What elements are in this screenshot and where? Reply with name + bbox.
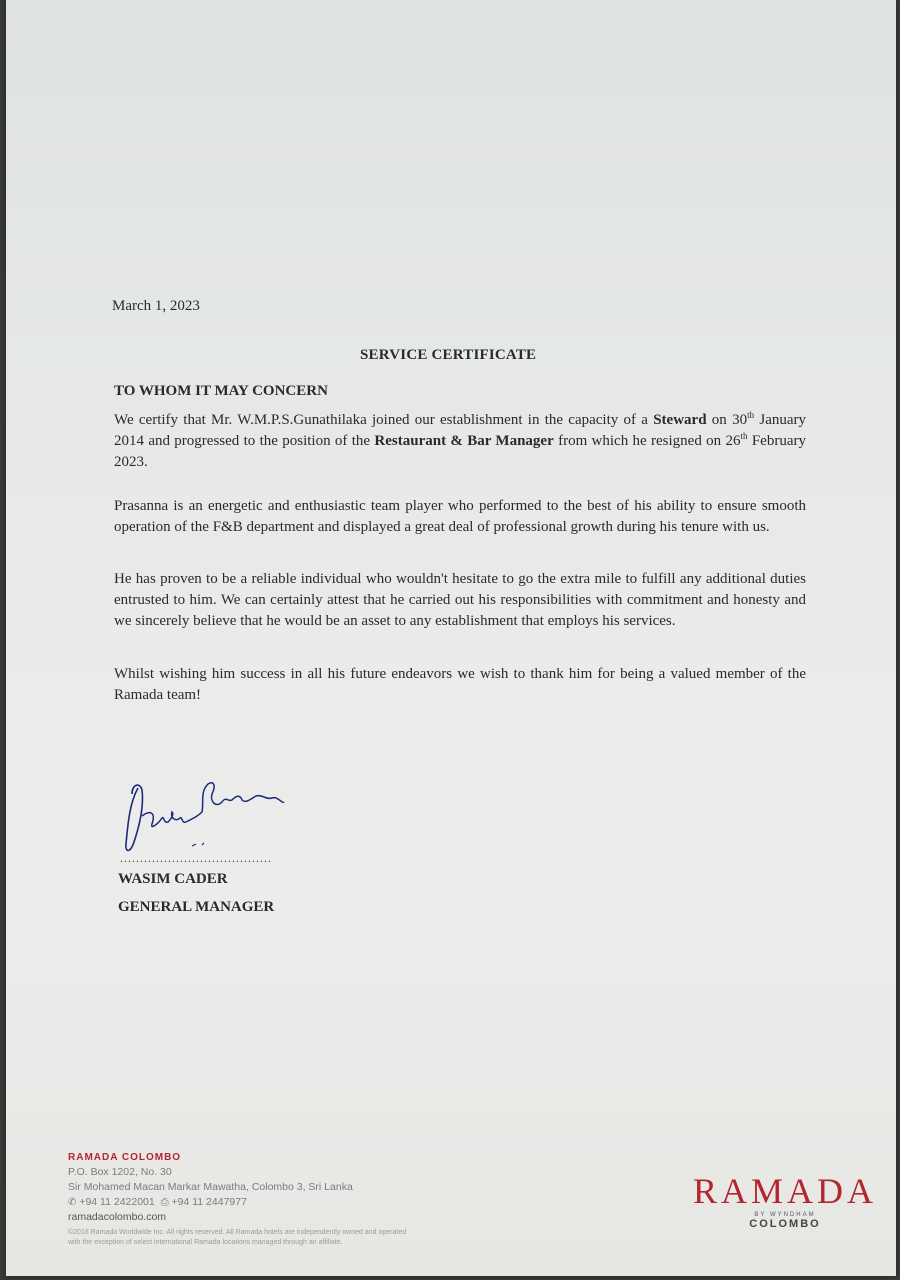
footer-contact <box>68 1195 353 1210</box>
footer-address-line1: P.O. Box 1202, No. 30 <box>68 1166 172 1178</box>
logo-by-wyndham: BY WYNDHAM <box>754 1212 816 1218</box>
footer-brand: RAMADA COLOMBO <box>68 1152 182 1163</box>
copyright-line2: with the exception of select international Ramada locations managed through an affiliate. <box>68 1239 343 1246</box>
paragraph-employment <box>114 410 806 473</box>
p1-steward: Steward <box>653 412 707 428</box>
salutation: TO WHOM IT MAY CONCERN <box>114 383 328 399</box>
phone-icon: ✆ <box>68 1197 77 1208</box>
p1-text-d: from which he resigned on 26 <box>553 433 741 449</box>
p1-manager: Restaurant & Bar Manager <box>374 433 554 449</box>
footer-phone: +94 11 2422001 <box>79 1196 155 1208</box>
p1-sup-1: th <box>747 410 755 420</box>
logo-wordmark: RAMADA <box>692 1171 877 1211</box>
signer-title: GENERAL MANAGER <box>118 899 275 915</box>
letter-date: March 1, 2023 <box>112 298 200 314</box>
signer-name: WASIM CADER <box>118 871 228 887</box>
p1-text-b: on 30 <box>706 412 748 428</box>
signature-line: ...................................... <box>120 851 272 865</box>
paragraph-closing: Whilst wishing him success in all his future endeavors we wish to thank him for being a valued member of the Ramada team! <box>114 666 806 703</box>
paragraph-reliability: He has proven to be a reliable individual who wouldn't hesitate to go the extra mile to fulfill any additional duties entrusted to him. We can certainly attest that he carried out his responsibilities with commitment and honesty and we sincerely believe that he would be an asset to any establishment that employs his services. <box>114 571 806 629</box>
logo-city: COLOMBO <box>749 1218 821 1230</box>
fax-icon: ⎙ <box>160 1197 169 1208</box>
p1-text-c: January 2014 and progressed to the position of the <box>114 412 807 449</box>
footer-fax: +94 11 2447977 <box>171 1196 247 1208</box>
footer-website: ramadacolombo.com <box>68 1211 167 1223</box>
p1-text-a: We certify that Mr. W.M.P.S.Gunathilaka joined our establishment in the capacity of a <box>114 412 654 428</box>
paragraph-character: Prasanna is an energetic and enthusiastic team player who performed to the best of his ability to ensure smooth operation of the F&B department and displayed a great deal of professional growth during his tenure with us. <box>114 498 806 535</box>
ramada-logo <box>690 1172 880 1230</box>
footer-address-line2: Sir Mohamed Macan Markar Mawatha, Colombo 3, Sri Lanka <box>68 1181 353 1193</box>
p1-text-e: February 2023. <box>114 433 806 470</box>
footer-copyright <box>68 1228 406 1248</box>
signature-image <box>116 772 306 862</box>
letter-page <box>6 0 896 1276</box>
p1-sup-2: th <box>740 431 748 441</box>
certificate-title: SERVICE CERTIFICATE <box>360 347 537 363</box>
copyright-line1: ©2018 Ramada Worldwide Inc. All rights reserved. All Ramada hotels are independently owned and operated <box>68 1229 407 1236</box>
footer-address <box>68 1150 353 1225</box>
